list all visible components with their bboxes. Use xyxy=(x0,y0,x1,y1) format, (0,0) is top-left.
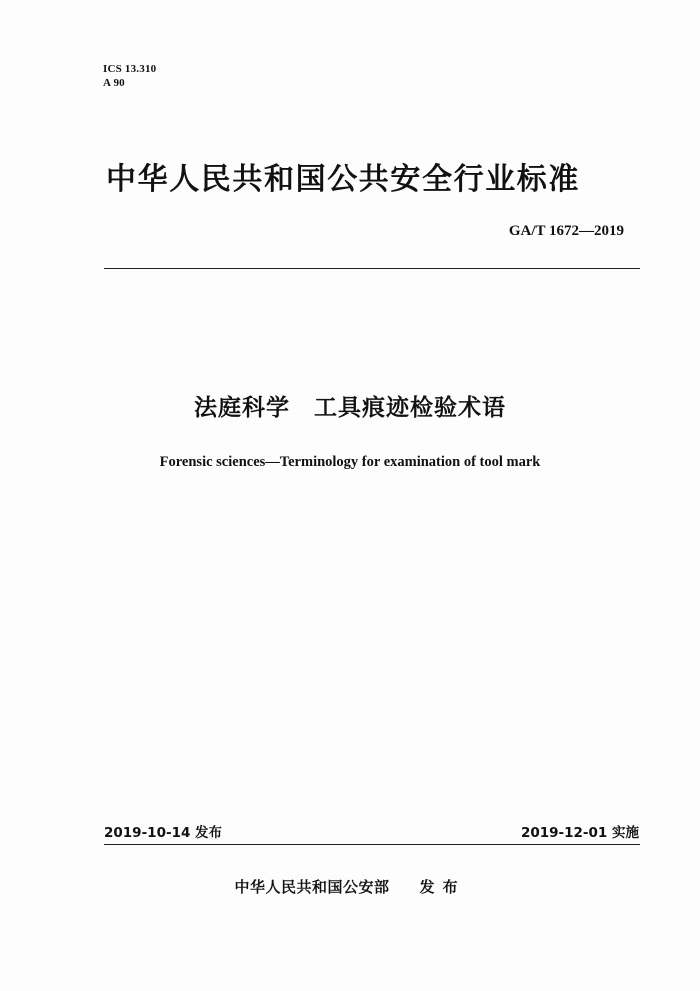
standard-category-title: 中华人民共和国公共安全行业标准 xyxy=(106,162,580,197)
standard-number: GA/T 1672—2019 xyxy=(508,223,624,239)
ics-code: ICS 13.310 xyxy=(103,63,157,75)
footer-divider xyxy=(104,844,640,845)
implementation-date: 2019-12-01 实施 xyxy=(520,825,639,841)
document-title-zh: 法庭科学 工具痕迹检验术语 xyxy=(194,395,506,421)
ccs-code: A 90 xyxy=(103,77,125,89)
issuer-action: 发布 xyxy=(419,878,466,896)
header-divider xyxy=(104,268,640,269)
issue-date: 2019-10-14 发布 xyxy=(104,825,223,841)
issuer-line xyxy=(0,876,700,897)
document-title-en: Forensic sciences—Terminology for examination of tool mark xyxy=(159,454,541,470)
classification-codes xyxy=(103,62,156,90)
issuer-name: 中华人民共和国公安部 xyxy=(234,878,390,896)
